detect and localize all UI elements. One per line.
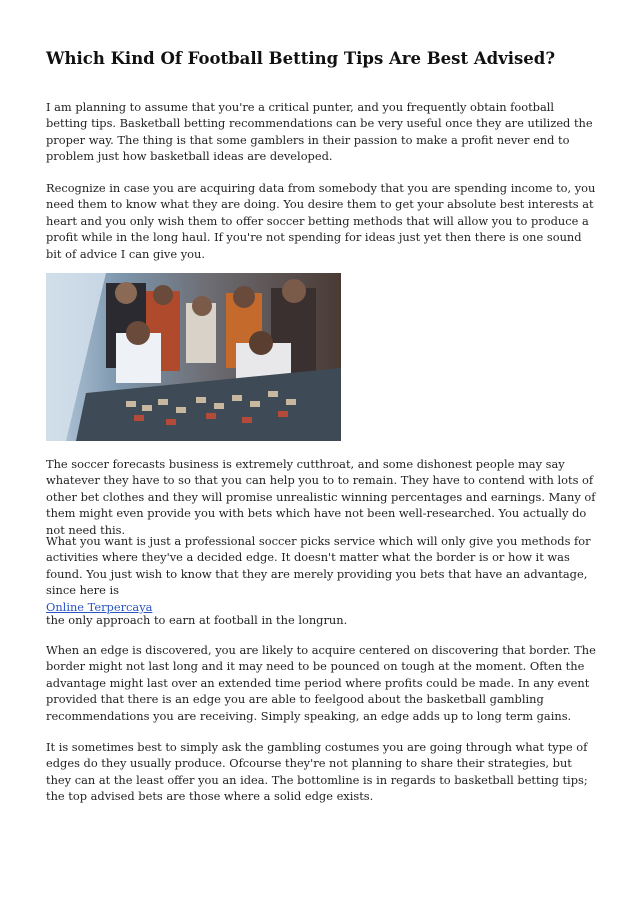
- paragraph-2: Recognize in case you are acquiring data from somebody that you are spending income to, you need them to know what they are doing. You desire them to get your absolute best interests at heart and you only wish them to offer soccer betting methods that will allow you to produce a profit while in the long haul. If you're not spending for ideas just yet then there is one sound bit of advice I can give you.: [46, 181, 596, 261]
- paragraph-1: I am planning to assume that you're a critical punter, and you frequently obtain football betting tips. Basketball betting recommendations can be very useful once they are utilized the proper way. The thing is that some gamblers in their passion to make a profit never end to problem just how basketball ideas are developed.: [46, 100, 593, 164]
- paragraph-4: [46, 533, 596, 615]
- online-terpercaya-link[interactable]: Online Terpercaya: [46, 599, 153, 614]
- paragraph-4-text: What you want is just a professional soccer picks service which will only give you methods for activities where they've a decided edge. It doesn't matter what the border is or how it was found. You just wish to know that they are merely providing you bets that have an advantage, since here is: [46, 534, 591, 598]
- paragraph-7: It is sometimes best to simply ask the gambling costumes you are going through what type of edges do they usually produce. Ofcourse they're not planning to share their strategies, but they can at the least offer you an idea. The bottomline is in regards to basketball betting tips; the top advised bets are those where a solid edge exists.: [46, 740, 588, 804]
- page-title: Which Kind Of Football Betting Tips Are Best Advised?: [46, 49, 556, 68]
- paragraph-6: When an edge is discovered, you are likely to acquire centered on discovering that border. The border might not last long and it may need to be pounced on tough at the moment. Often the advantage might last over an extended time period where profits could be made. In any event provided that there is an edge you are able to feelgood about the basketball gambling recommendations you are receiving. Simply speaking, an edge adds up to long term gains.: [46, 643, 596, 723]
- gambling-photo: [46, 273, 341, 441]
- paragraph-3: The soccer forecasts business is extremely cutthroat, and some dishonest people may say whatever they have to so that you can help you to to remain. They have to contend with lots of other bet clothes and they will promise unrealistic winning percentages and earnings. Many of them might even provide you with bets which have not been well-researched. You actually do not need this.: [46, 457, 596, 537]
- paragraph-5: the only approach to earn at football in the longrun.: [46, 613, 348, 627]
